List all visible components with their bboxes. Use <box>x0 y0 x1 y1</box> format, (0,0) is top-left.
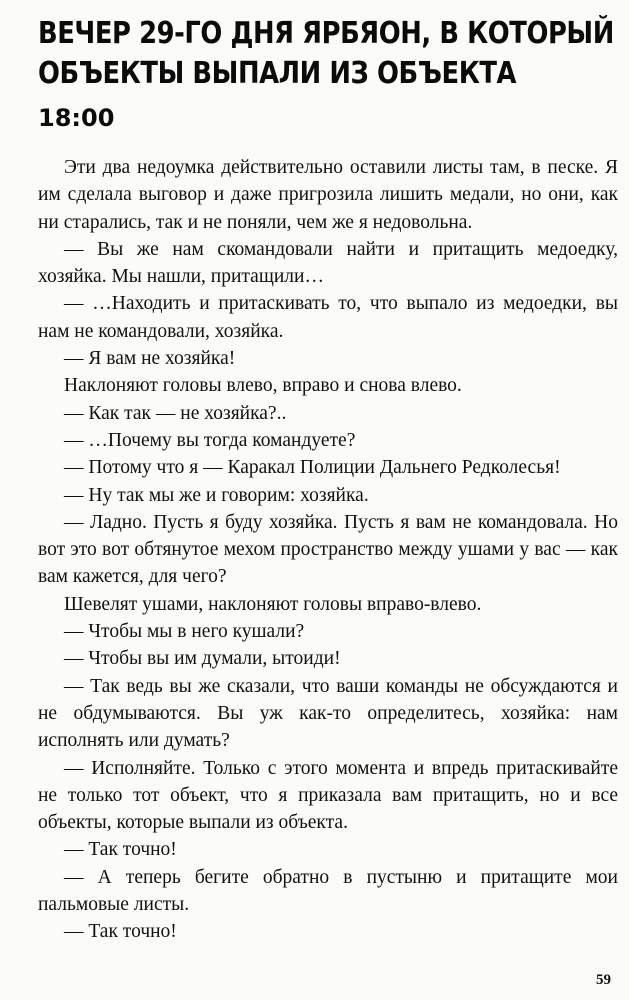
paragraph: — Чтобы вы им думали, ытоиди! <box>64 648 341 670</box>
paragraph: Наклоняют головы влево, вправо и снова влево. <box>64 375 462 397</box>
paragraph: — Ну так мы же и говорим: хозяйка. <box>64 484 369 506</box>
page-number: 59 <box>596 972 611 988</box>
paragraph: Эти два недоумка действительно оставили листы там, в песке. Я им сделала выговор и даже пригрозила лишить медали, но они, как ни старались, так и не поняли, чем же я недовольна. <box>38 157 618 233</box>
paragraph: — Ладно. Пусть я буду хозяйка. Пусть я вам не командовала. Но вот это вот обтянутое мехом пространство между ушами у вас — как вам кажется, для чего? <box>38 511 618 588</box>
chapter-heading-line-2: ОБЪЕКТЫ ВЫПАЛИ ИЗ ОБЪЕКТА <box>38 56 517 91</box>
chapter-heading-line-1: ВЕЧЕР 29-ГО ДНЯ ЯРБЯОН, В КОТОРЫЙ <box>38 16 614 51</box>
paragraph: — Чтобы мы в него кушали? <box>64 621 305 643</box>
paragraph: — …Почему вы тогда командуете? <box>64 429 356 451</box>
paragraph: — Как так — не хозяйка?.. <box>64 402 287 424</box>
paragraph: — А теперь бегите обратно в пустыню и притащите мои пальмовые листы. <box>38 866 618 916</box>
paragraph: — Так точно! <box>64 839 177 861</box>
paragraph: — Так точно! <box>64 921 177 943</box>
chapter-heading <box>38 14 614 94</box>
paragraph: — …Находить и притаскивать то, что выпало из медоедки, вы нам не командовали, хозяйка. <box>38 293 618 342</box>
paragraph: — Вы же нам скомандовали найти и притащить медоедку, хозяйка. Мы нашли, притащили… <box>38 238 618 288</box>
body-text <box>38 154 618 946</box>
paragraph: — Исполняйте. Только с этого момента и впредь притаскивайте не только тот объект, что я приказала вам притащить, но и все объекты, которые выпали из объекта. <box>38 757 618 834</box>
chapter-time: 18:00 <box>38 104 115 132</box>
paragraph: Шевелят ушами, наклоняют головы вправо-влево. <box>64 593 482 615</box>
paragraph: — Так ведь вы же сказали, что ваши команды не обсуждаются и не обдумываются. Вы уж как-то определитесь, хозяйка: нам исполнять или думать? <box>38 675 618 752</box>
paragraph: — Потому что я — Каракал Полиции Дальнего Редколесья! <box>64 457 561 479</box>
paragraph: — Я вам не хозяйка! <box>64 348 236 370</box>
